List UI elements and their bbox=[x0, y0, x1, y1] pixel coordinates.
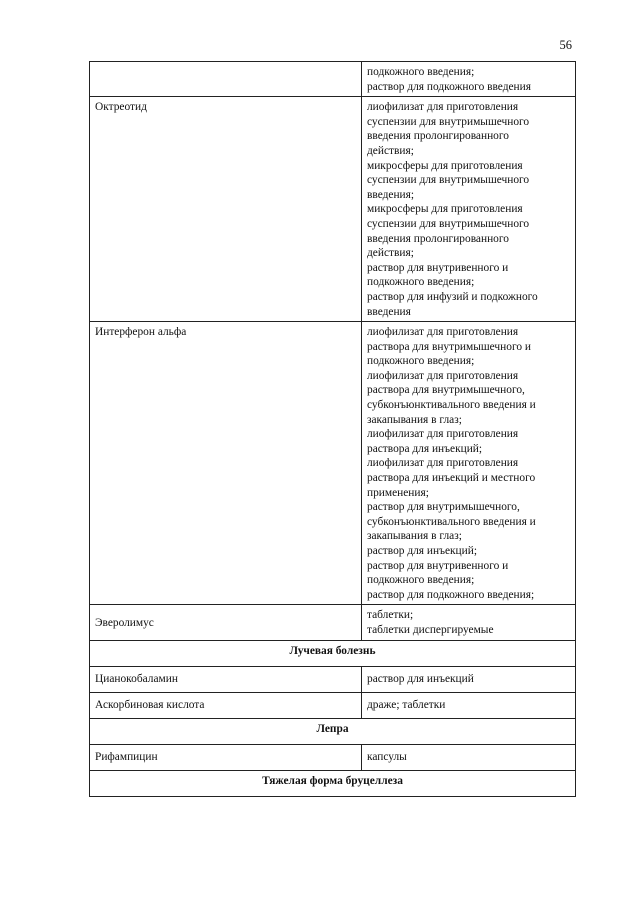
dosage-form-line: драже; таблетки bbox=[367, 699, 446, 712]
section-title: Лепра bbox=[90, 718, 576, 744]
drug-name-cell: Рифампицин bbox=[90, 744, 362, 770]
dosage-form-line: раствора для инъекций; bbox=[367, 442, 483, 455]
dosage-form-line: раствор для внутривенного и bbox=[367, 261, 509, 274]
dosage-form-line: раствора для внутримышечного и bbox=[367, 340, 531, 353]
section-header-row bbox=[90, 770, 576, 796]
dosage-form-line: закапывания в глаз; bbox=[367, 413, 462, 426]
drug-name-cell: Октреотид bbox=[90, 97, 362, 322]
dosage-form-line: действия; bbox=[367, 247, 414, 260]
dosage-forms-cell bbox=[362, 692, 576, 718]
dosage-form-line: микросферы для приготовления bbox=[367, 203, 523, 216]
dosage-forms-cell bbox=[362, 322, 576, 605]
dosage-form-line: закапывания в глаз; bbox=[367, 530, 462, 543]
dosage-form-line: подкожного введения; bbox=[367, 574, 475, 587]
dosage-form-line: субконъюнктивального введения и bbox=[367, 399, 536, 412]
dosage-form-line: раствор для внутримышечного, bbox=[367, 501, 520, 514]
dosage-form-line: введения пролонгированного bbox=[367, 130, 509, 143]
dosage-form-line: раствор для инъекций bbox=[367, 673, 474, 686]
dosage-form-line: введения пролонгированного bbox=[367, 232, 509, 245]
dosage-form-line: раствор для подкожного введения bbox=[367, 80, 531, 93]
dosage-form-line: суспензии для внутримышечного bbox=[367, 115, 530, 128]
dosage-form-line: введения bbox=[367, 305, 411, 318]
dosage-forms-cell bbox=[362, 744, 576, 770]
dosage-form-line: микросферы для приготовления bbox=[367, 159, 523, 172]
drug-name-cell bbox=[90, 62, 362, 97]
dosage-forms-cell bbox=[362, 62, 576, 97]
dosage-form-line: лиофилизат для приготовления bbox=[367, 457, 519, 470]
page-number: 56 bbox=[559, 38, 572, 52]
drug-name-cell: Цианокобаламин bbox=[90, 666, 362, 692]
dosage-form-line: субконъюнктивального введения и bbox=[367, 515, 536, 528]
dosage-form-line: введения; bbox=[367, 188, 415, 201]
dosage-form-line: раствор для инъекций; bbox=[367, 545, 478, 557]
drug-name-cell: Эверолимус bbox=[90, 605, 362, 640]
dosage-form-line: действия; bbox=[367, 144, 414, 157]
dosage-form-line: лиофилизат для приготовления bbox=[367, 326, 519, 339]
drug-row bbox=[90, 692, 576, 718]
dosage-form-line: таблетки; bbox=[367, 609, 414, 622]
dosage-forms-cell bbox=[362, 97, 576, 322]
dosage-form-line: раствор для внутривенного и bbox=[367, 559, 509, 572]
section-title: Тяжелая форма бруцеллеза bbox=[90, 770, 576, 796]
dosage-form-line: лиофилизат для приготовления bbox=[367, 101, 519, 114]
dosage-form-line: раствора для внутримышечного, bbox=[367, 384, 525, 397]
section-header-row bbox=[90, 640, 576, 666]
dosage-form-line: применения; bbox=[367, 486, 429, 499]
dosage-form-line: капсулы bbox=[367, 751, 407, 764]
dosage-form-line: суспензии для внутримышечного bbox=[367, 217, 530, 230]
drug-row bbox=[90, 62, 576, 97]
section-header-row bbox=[90, 718, 576, 744]
dosage-form-line: подкожного введения; bbox=[367, 355, 475, 368]
drug-row bbox=[90, 666, 576, 692]
dosage-forms-cell bbox=[362, 666, 576, 692]
drug-table bbox=[89, 61, 576, 797]
drug-row bbox=[90, 744, 576, 770]
dosage-forms-cell bbox=[362, 605, 576, 640]
dosage-form-line: суспензии для внутримышечного bbox=[367, 174, 530, 187]
section-title: Лучевая болезнь bbox=[90, 640, 576, 666]
dosage-form-line: раствор для подкожного введения; bbox=[367, 588, 535, 601]
drug-row bbox=[90, 97, 576, 322]
drug-name-cell: Аскорбиновая кислота bbox=[90, 692, 362, 718]
drug-name-cell: Интерферон альфа bbox=[90, 322, 362, 605]
dosage-form-line: лиофилизат для приготовления bbox=[367, 369, 519, 382]
dosage-form-line: подкожного введения; bbox=[367, 276, 475, 289]
drug-row bbox=[90, 322, 576, 605]
dosage-form-line: таблетки диспергируемые bbox=[367, 623, 494, 636]
dosage-form-line: подкожного введения; bbox=[367, 66, 475, 78]
table-body bbox=[90, 62, 576, 797]
dosage-form-line: раствор для инфузий и подкожного bbox=[367, 290, 538, 303]
drug-row bbox=[90, 605, 576, 640]
dosage-form-line: раствора для инъекций и местного bbox=[367, 472, 536, 485]
dosage-form-line: лиофилизат для приготовления bbox=[367, 428, 519, 441]
